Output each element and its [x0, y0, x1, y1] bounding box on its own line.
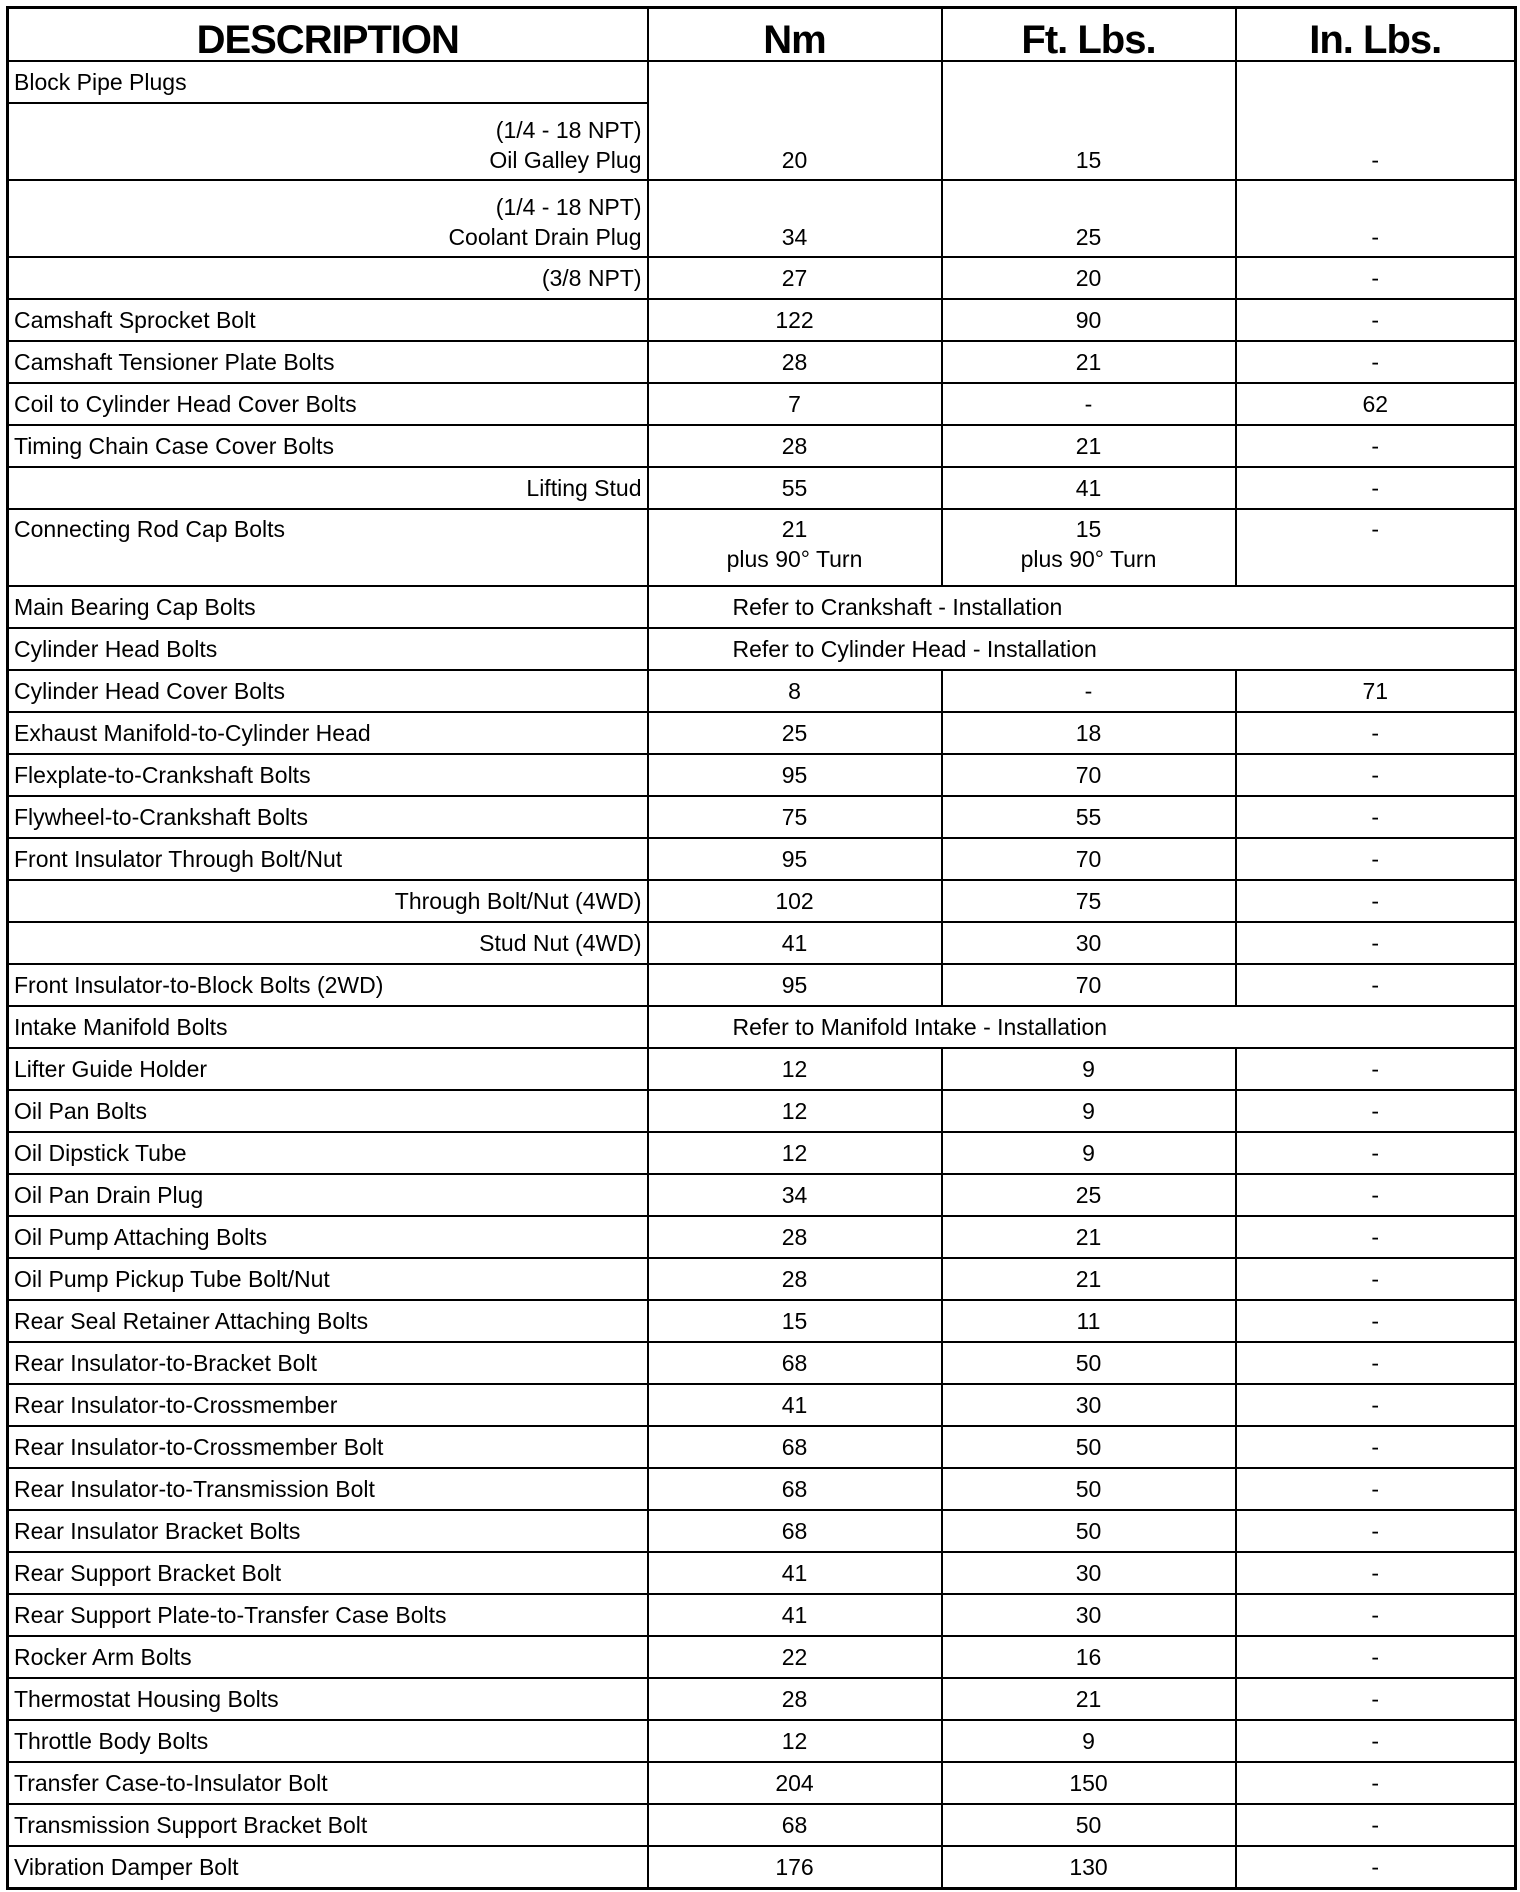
value-cell-nm: 28: [648, 341, 942, 383]
value-cell-nm: 176: [648, 1846, 942, 1889]
value-cell-in: -: [1236, 299, 1516, 341]
table-row: [8, 1636, 1516, 1678]
description-cell: Flywheel-to-Crankshaft Bolts: [8, 796, 648, 838]
value-cell-ft: 130: [942, 1846, 1236, 1889]
value-cell-ft: 70: [942, 754, 1236, 796]
reference-note: Refer to Cylinder Head - Installation: [648, 628, 1516, 670]
value-cell-nm: 20: [648, 61, 942, 180]
header-ft-lbs: Ft. Lbs.: [942, 8, 1236, 62]
value-cell-nm: 95: [648, 964, 942, 1006]
table-row: [8, 1132, 1516, 1174]
value-cell-ft: 50: [942, 1342, 1236, 1384]
description-cell: Rear Seal Retainer Attaching Bolts: [8, 1300, 648, 1342]
torque-spec-table: [6, 6, 1517, 1890]
value-cell-ft: 20: [942, 257, 1236, 299]
value-cell-ft: 9: [942, 1048, 1236, 1090]
value-line: 15: [1075, 516, 1102, 542]
value-cell-ft: 9: [942, 1720, 1236, 1762]
description-cell: [8, 103, 648, 180]
value-cell-in: -: [1236, 1720, 1516, 1762]
value-cell-in: -: [1236, 509, 1516, 586]
value-cell-in: -: [1236, 964, 1516, 1006]
value-cell-nm: 204: [648, 1762, 942, 1804]
value-cell-ft: 15: [942, 61, 1236, 180]
description-cell: Timing Chain Case Cover Bolts: [8, 425, 648, 467]
value-cell-nm: 68: [648, 1468, 942, 1510]
value-cell-nm: 12: [648, 1090, 942, 1132]
value-cell-ft: 50: [942, 1426, 1236, 1468]
value-cell-nm: 34: [648, 1174, 942, 1216]
table-row: [8, 180, 1516, 257]
value-cell-nm: 41: [648, 1384, 942, 1426]
value-cell-nm: 55: [648, 467, 942, 509]
description-cell: Rear Insulator Bracket Bolts: [8, 1510, 648, 1552]
description-cell: Coil to Cylinder Head Cover Bolts: [8, 383, 648, 425]
value-cell-in: -: [1236, 880, 1516, 922]
value-cell-in: -: [1236, 1636, 1516, 1678]
description-cell: Rear Support Plate-to-Transfer Case Bolts: [8, 1594, 648, 1636]
table-body: [8, 61, 1516, 1889]
description-cell: Oil Pump Pickup Tube Bolt/Nut: [8, 1258, 648, 1300]
description-cell: Connecting Rod Cap Bolts: [8, 509, 648, 586]
value-cell-ft: 21: [942, 425, 1236, 467]
value-cell-in: -: [1236, 1846, 1516, 1889]
description-cell: Cylinder Head Cover Bolts: [8, 670, 648, 712]
value-cell-in: -: [1236, 1048, 1516, 1090]
table-row: [8, 628, 1516, 670]
table-row: [8, 1216, 1516, 1258]
value-cell-nm: 41: [648, 1594, 942, 1636]
value-cell-in: -: [1236, 180, 1516, 257]
description-cell: Rear Insulator-to-Crossmember: [8, 1384, 648, 1426]
description-cell: Throttle Body Bolts: [8, 1720, 648, 1762]
description-cell: Oil Pan Bolts: [8, 1090, 648, 1132]
value-cell-nm: 28: [648, 1678, 942, 1720]
description-cell: Block Pipe Plugs: [8, 61, 648, 103]
description-cell: [8, 180, 648, 257]
value-cell-ft: 50: [942, 1804, 1236, 1846]
description-cell: Lifter Guide Holder: [8, 1048, 648, 1090]
table-row: [8, 1048, 1516, 1090]
value-cell-nm: 27: [648, 257, 942, 299]
table-row: [8, 964, 1516, 1006]
value-cell-nm: 68: [648, 1342, 942, 1384]
value-cell-in: 71: [1236, 670, 1516, 712]
table-row: [8, 1594, 1516, 1636]
value-note: plus 90° Turn: [1020, 546, 1157, 572]
table-row: [8, 1342, 1516, 1384]
description-cell: Transfer Case-to-Insulator Bolt: [8, 1762, 648, 1804]
value-cell-ft: 25: [942, 1174, 1236, 1216]
value-cell-in: -: [1236, 257, 1516, 299]
description-cell: Cylinder Head Bolts: [8, 628, 648, 670]
value-cell-in: -: [1236, 61, 1516, 180]
value-cell-in: -: [1236, 1090, 1516, 1132]
description-line: Coolant Drain Plug: [448, 224, 642, 250]
value-cell-ft: 21: [942, 1216, 1236, 1258]
value-cell-nm: 95: [648, 754, 942, 796]
value-cell-in: -: [1236, 1216, 1516, 1258]
header-row: [8, 8, 1516, 62]
table-row: [8, 341, 1516, 383]
value-cell-in: -: [1236, 1258, 1516, 1300]
description-cell: Front Insulator-to-Block Bolts (2WD): [8, 964, 648, 1006]
table-row: [8, 1384, 1516, 1426]
value-cell-in: -: [1236, 838, 1516, 880]
value-cell-nm: 12: [648, 1132, 942, 1174]
value-cell-ft: 55: [942, 796, 1236, 838]
value-cell-nm: 22: [648, 1636, 942, 1678]
table-row: [8, 1552, 1516, 1594]
value-cell-nm: 15: [648, 1300, 942, 1342]
table-row: [8, 1090, 1516, 1132]
value-cell-in: -: [1236, 796, 1516, 838]
description-line: (1/4 - 18 NPT): [495, 194, 642, 220]
table-row: [8, 586, 1516, 628]
header-nm: Nm: [648, 8, 942, 62]
table-row: [8, 922, 1516, 964]
value-cell-nm: 8: [648, 670, 942, 712]
value-cell-in: -: [1236, 467, 1516, 509]
value-cell-in: -: [1236, 1384, 1516, 1426]
description-cell: Exhaust Manifold-to-Cylinder Head: [8, 712, 648, 754]
table-row: [8, 1510, 1516, 1552]
value-cell-ft: 21: [942, 1678, 1236, 1720]
description-cell: Transmission Support Bracket Bolt: [8, 1804, 648, 1846]
value-cell-ft: 90: [942, 299, 1236, 341]
value-cell-ft: 9: [942, 1132, 1236, 1174]
value-cell-in: -: [1236, 1594, 1516, 1636]
value-cell-in: -: [1236, 1426, 1516, 1468]
table-row: [8, 1468, 1516, 1510]
value-cell-in: -: [1236, 754, 1516, 796]
value-cell-nm: 102: [648, 880, 942, 922]
table-row: [8, 1300, 1516, 1342]
value-cell-ft: 30: [942, 1552, 1236, 1594]
description-cell: Oil Dipstick Tube: [8, 1132, 648, 1174]
table-row: [8, 1720, 1516, 1762]
value-cell-nm: 28: [648, 1216, 942, 1258]
value-cell-in: -: [1236, 1762, 1516, 1804]
table-row: [8, 712, 1516, 754]
table-row: [8, 670, 1516, 712]
value-cell-nm: 122: [648, 299, 942, 341]
table-row: [8, 1006, 1516, 1048]
value-cell-ft: 70: [942, 964, 1236, 1006]
description-cell: Through Bolt/Nut (4WD): [8, 880, 648, 922]
description-cell: Oil Pump Attaching Bolts: [8, 1216, 648, 1258]
value-cell-ft: 16: [942, 1636, 1236, 1678]
value-cell-in: -: [1236, 341, 1516, 383]
value-cell-nm: 25: [648, 712, 942, 754]
description-cell: Rear Support Bracket Bolt: [8, 1552, 648, 1594]
value-cell-ft: 25: [942, 180, 1236, 257]
description-cell: Flexplate-to-Crankshaft Bolts: [8, 754, 648, 796]
table-row: [8, 425, 1516, 467]
value-cell-ft: 50: [942, 1468, 1236, 1510]
table-row: [8, 1174, 1516, 1216]
description-cell: Stud Nut (4WD): [8, 922, 648, 964]
value-cell-ft: 50: [942, 1510, 1236, 1552]
description-cell: (3/8 NPT): [8, 257, 648, 299]
table-row: [8, 796, 1516, 838]
value-cell-in: -: [1236, 1552, 1516, 1594]
value-cell-nm: 68: [648, 1510, 942, 1552]
description-cell: Vibration Damper Bolt: [8, 1846, 648, 1889]
value-note: plus 90° Turn: [726, 546, 863, 572]
value-cell-in: -: [1236, 1468, 1516, 1510]
description-cell: Thermostat Housing Bolts: [8, 1678, 648, 1720]
value-cell-ft: -: [942, 670, 1236, 712]
description-cell: Front Insulator Through Bolt/Nut: [8, 838, 648, 880]
value-cell-in: -: [1236, 1300, 1516, 1342]
table-row: [8, 754, 1516, 796]
value-cell-ft: 30: [942, 1384, 1236, 1426]
table-row: [8, 1804, 1516, 1846]
header-description: DESCRIPTION: [8, 8, 648, 62]
header-in-lbs: In. Lbs.: [1236, 8, 1516, 62]
value-cell-ft: 75: [942, 880, 1236, 922]
table-row: [8, 509, 1516, 586]
description-cell: Rear Insulator-to-Bracket Bolt: [8, 1342, 648, 1384]
table-row: [8, 1426, 1516, 1468]
value-cell-in: -: [1236, 1174, 1516, 1216]
value-cell-ft: 150: [942, 1762, 1236, 1804]
description-cell: Intake Manifold Bolts: [8, 1006, 648, 1048]
value-cell-in: -: [1236, 712, 1516, 754]
value-cell-in: -: [1236, 1678, 1516, 1720]
value-cell-in: -: [1236, 1510, 1516, 1552]
value-cell-in: -: [1236, 922, 1516, 964]
value-cell-in: 62: [1236, 383, 1516, 425]
table-row: [8, 1846, 1516, 1889]
value-line: 21: [781, 516, 808, 542]
description-cell: Lifting Stud: [8, 467, 648, 509]
table-row: [8, 61, 1516, 103]
value-cell-in: -: [1236, 1804, 1516, 1846]
value-cell-nm: 12: [648, 1720, 942, 1762]
value-cell-ft: 18: [942, 712, 1236, 754]
value-cell-nm: [648, 509, 942, 586]
table-row: [8, 299, 1516, 341]
table-row: [8, 257, 1516, 299]
value-cell-nm: 68: [648, 1426, 942, 1468]
value-cell-ft: 21: [942, 341, 1236, 383]
description-line: Oil Galley Plug: [489, 147, 642, 173]
value-cell-nm: 41: [648, 922, 942, 964]
value-cell-nm: 34: [648, 180, 942, 257]
reference-note: Refer to Crankshaft - Installation: [648, 586, 1516, 628]
value-cell-nm: 95: [648, 838, 942, 880]
description-cell: Rear Insulator-to-Crossmember Bolt: [8, 1426, 648, 1468]
table-row: [8, 467, 1516, 509]
value-cell-nm: 28: [648, 1258, 942, 1300]
value-cell-in: -: [1236, 1342, 1516, 1384]
description-cell: Rear Insulator-to-Transmission Bolt: [8, 1468, 648, 1510]
value-cell-ft: 21: [942, 1258, 1236, 1300]
value-cell-ft: 30: [942, 922, 1236, 964]
description-line: (1/4 - 18 NPT): [495, 117, 642, 143]
description-cell: Camshaft Sprocket Bolt: [8, 299, 648, 341]
value-cell-nm: 41: [648, 1552, 942, 1594]
description-cell: Camshaft Tensioner Plate Bolts: [8, 341, 648, 383]
value-cell-ft: 41: [942, 467, 1236, 509]
table-row: [8, 1762, 1516, 1804]
table-row: [8, 838, 1516, 880]
value-cell-ft: 70: [942, 838, 1236, 880]
value-cell-nm: 12: [648, 1048, 942, 1090]
value-cell-ft: -: [942, 383, 1236, 425]
description-cell: Oil Pan Drain Plug: [8, 1174, 648, 1216]
description-cell: Main Bearing Cap Bolts: [8, 586, 648, 628]
value-cell-nm: 7: [648, 383, 942, 425]
value-cell-nm: 75: [648, 796, 942, 838]
reference-note: Refer to Manifold Intake - Installation: [648, 1006, 1516, 1048]
value-cell-ft: 30: [942, 1594, 1236, 1636]
value-cell-ft: 11: [942, 1300, 1236, 1342]
table-row: [8, 383, 1516, 425]
table-row: [8, 1678, 1516, 1720]
value-cell-nm: 28: [648, 425, 942, 467]
value-cell-in: -: [1236, 1132, 1516, 1174]
value-cell-in: -: [1236, 425, 1516, 467]
description-cell: Rocker Arm Bolts: [8, 1636, 648, 1678]
value-cell-nm: 68: [648, 1804, 942, 1846]
value-cell-ft: [942, 509, 1236, 586]
table-row: [8, 880, 1516, 922]
table-row: [8, 1258, 1516, 1300]
value-cell-ft: 9: [942, 1090, 1236, 1132]
